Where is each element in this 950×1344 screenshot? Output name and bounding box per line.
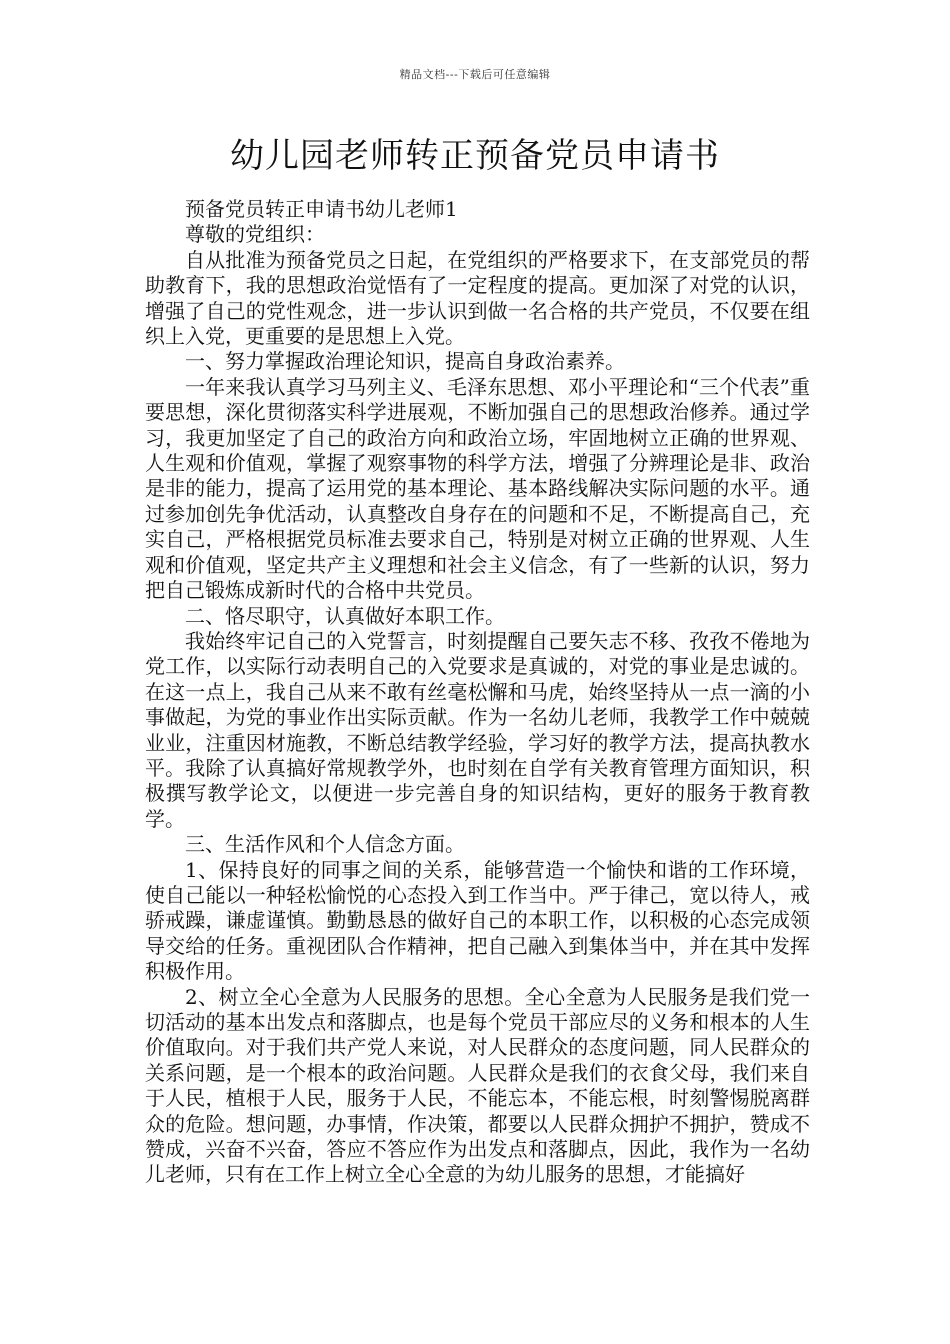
body-paragraph: 我始终牢记自己的入党誓言，时刻提醒自己要矢志不移、孜孜不倦地为党工作，以实际行动表明自己的入党要求是真诚的，对党的事业是忠诚的。在这一点上，我自己从来不敢有丝毫松懈和马虎，始终坚持从一点一滴的小事做起，为党的事业作出实际贡献。作为一名幼儿老师，我教学工作中兢兢业业，注重因材施教，不断总结教学经验，学习好的教学方法，提高执教水平。我除了认真搞好常规教学外，也时刻在自学有关教育管理方面知识，积极撰写教学论文，以便进一步完善自身的知识结构，更好的服务于教育教学。 <box>145 628 810 831</box>
body-paragraph: 1、保持良好的同事之间的关系，能够营造一个愉快和谐的工作环境，使自己能以一种轻松愉悦的心态投入到工作当中。严于律己，宽以待人，戒骄戒躁，谦虚谨慎。勤勤恳恳的做好自己的本职工作，以积极的心态完成领导交给的任务。重视团队合作精神，把自己融入到集体当中，并在其中发挥积极作用。 <box>145 857 810 984</box>
section-heading: 三、生活作风和个人信念方面。 <box>185 832 465 857</box>
body-paragraph: 2、树立全心全意为人民服务的思想。全心全意为人民服务是我们党一切活动的基本出发点和落脚点，也是每个党员干部应尽的义务和根本的人生价值取向。对于我们共产党人来说，对人民群众的态度问题，同人民群众的关系问题，是一个根本的政治问题。人民群众是我们的衣食父母，我们来自于人民，植根于人民，服务于人民，不能忘本，不能忘根，时刻警惕脱离群众的危险。想问题，办事情，作决策，都要以人民群众拥护不拥护，赞成不赞成，兴奋不兴奋，答应不答应作为出发点和落脚点，因此，我作为一名幼儿老师，只有在工作上树立全心全意的为幼儿服务的思想，才能搞好 <box>145 984 810 1187</box>
salutation: 尊敬的党组织： <box>185 222 325 247</box>
section-heading: 一、努力掌握政治理论知识，提高自身政治素养。 <box>185 349 625 374</box>
document-body <box>145 197 810 1188</box>
section-heading: 二、恪尽职守，认真做好本职工作。 <box>185 603 505 628</box>
document-header-note: 精品文档---下载后可任意编辑 <box>399 68 551 81</box>
document-title: 幼儿园老师转正预备党员申请书 <box>230 136 720 176</box>
body-paragraph: 一年来我认真学习马列主义、毛泽东思想、邓小平理论和“三个代表”重要思想，深化贯彻落实科学进展观，不断加强自己的思想政治修养。通过学习，我更加坚定了自己的政治方向和政治立场，牢固地树立正确的世界观、人生观和价值观，掌握了观察事物的科学方法，增强了分辨理论是非、政治是非的能力，提高了运用党的基本理论、基本路线解决实际问题的水平。通过参加创先争优活动，认真整改自身存在的问题和不足，不断提高自己，充实自己，严格根据党员标准去要求自己，特别是对树立正确的世界观、人生观和价值观，坚定共产主义理想和社会主义信念，有了一些新的认识，努力把自己锻炼成新时代的合格中共党员。 <box>145 374 810 603</box>
subtitle-line: 预备党员转正申请书幼儿老师1 <box>185 197 458 221</box>
body-paragraph: 自从批准为预备党员之日起，在党组织的严格要求下，在支部党员的帮助教育下，我的思想政治觉悟有了一定程度的提高。更加深了对党的认识，增强了自己的党性观念，进一步认识到做一名合格的共产党员，不仅要在组织上入党，更重要的是思想上入党。 <box>145 247 810 349</box>
